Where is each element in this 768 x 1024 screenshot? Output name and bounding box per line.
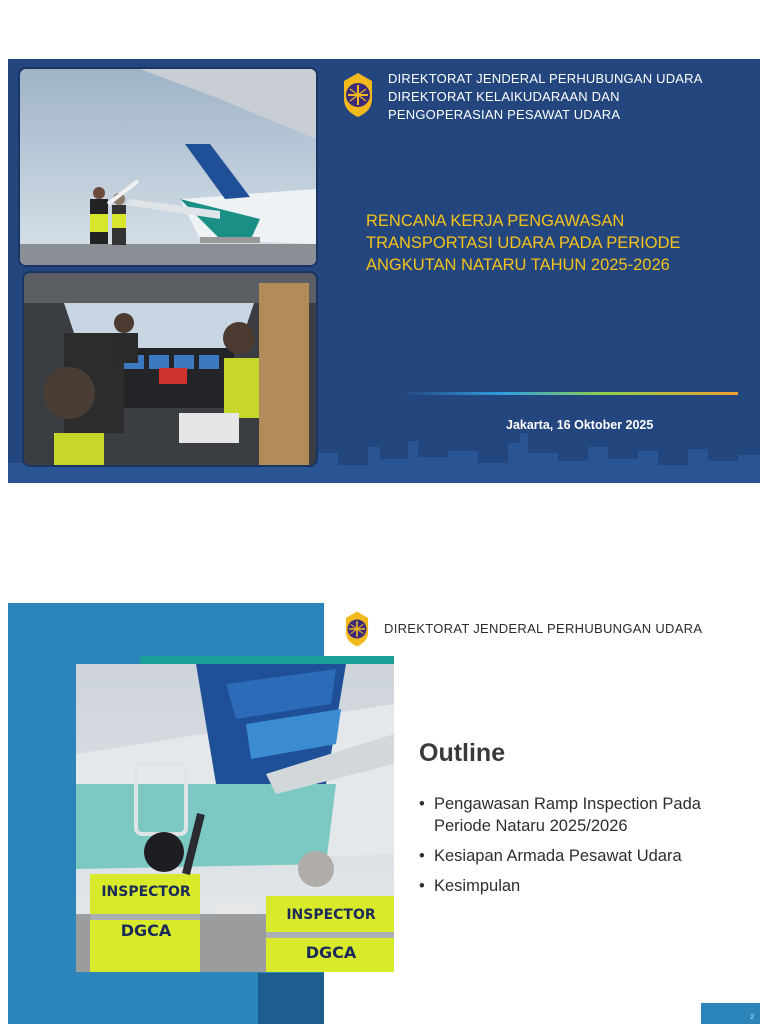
teal-accent-bar: [140, 656, 394, 664]
presentation-title: [366, 210, 746, 276]
gradient-divider: [402, 392, 738, 395]
svg-text:DGCA: DGCA: [305, 943, 357, 962]
outline-slide: [8, 603, 760, 1024]
list-item: • Kesimpulan: [419, 875, 749, 897]
list-item: • Pengawasan Ramp Inspection Pada Periode Nataru 2025/2026: [419, 793, 749, 837]
header-line: DIREKTORAT JENDERAL PERHUBUNGAN UDARA: [388, 71, 703, 86]
organization-header: [388, 70, 703, 124]
organization-header: DIREKTORAT JENDERAL PERHUBUNGAN UDARA: [384, 621, 703, 636]
title-line: RENCANA KERJA PENGAWASAN: [366, 212, 625, 230]
inspectors-photo: [76, 664, 394, 972]
title-line: TRANSPORTASI UDARA PADA PERIODE: [366, 234, 681, 252]
list-item: • Kesiapan Armada Pesawat Udara: [419, 845, 749, 867]
dgca-logo: [338, 71, 378, 119]
ramp-inspection-photo: [18, 67, 318, 267]
svg-text:INSPECTOR: INSPECTOR: [286, 907, 376, 923]
title-line: ANGKUTAN NATARU TAHUN 2025-2026: [366, 256, 670, 274]
outline-list: [419, 793, 749, 905]
dgca-logo: [341, 610, 373, 648]
navy-accent-block: [258, 973, 324, 1024]
title-slide: [8, 59, 760, 483]
cockpit-inspection-photo: [22, 271, 318, 467]
presentation-date: Jakarta, 16 Oktober 2025: [506, 418, 654, 432]
page-number-box: [701, 1003, 760, 1024]
slide-title: Outline: [419, 739, 506, 767]
svg-text:INSPECTOR: INSPECTOR: [101, 884, 191, 900]
svg-text:DGCA: DGCA: [120, 921, 172, 940]
page-number: 2: [750, 1014, 754, 1021]
header-line: DIREKTORAT KELAIKUDARAAN DAN: [388, 89, 620, 104]
header-line: PENGOPERASIAN PESAWAT UDARA: [388, 107, 621, 122]
